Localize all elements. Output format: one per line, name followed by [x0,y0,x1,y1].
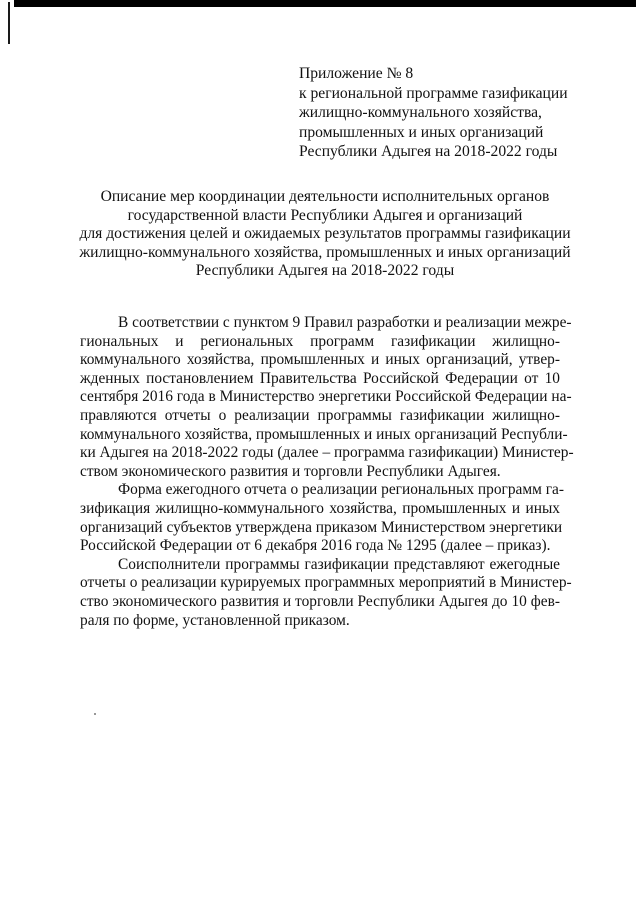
text-line: зификация жилищно-коммунального хозяйства, промышленных и иных [80,499,560,517]
document-title [70,188,580,281]
text-line: правляются отчеты о реализации программы газификации жилищно- [80,406,560,424]
text-line: ки Адыгея на 2018-2022 годы (далее – программа газификации) Министер- [80,444,574,462]
appendix-line: промышленных и иных организаций [299,123,544,141]
paragraph-3 [80,555,572,630]
text-line: сентября 2016 года в Министерство энергетики Российской Федерации на- [80,388,572,406]
text-line: Соисполнители программы газификации представляют ежегодные [118,555,560,573]
text-line: В соответствии с пунктом 9 Правил разработки и реализации межре- [118,314,572,331]
appendix-line: Республики Адыгея на 2018-2022 годы [299,143,558,161]
text-line: отчеты о реализации курируемых программных мероприятий в Министер- [80,574,572,592]
title-line: государственной власти Республики Адыгея и организаций [127,206,523,224]
appendix-line: жилищно-коммунального хозяйства, [299,104,542,122]
title-line: жилищно-коммунального хозяйства, промышленных и иных организаций [79,243,571,261]
text-line: Форма ежегодного отчета о реализации региональных программ га- [118,481,564,499]
paragraph-1 [80,314,574,481]
text-line: Российской Федерации от 6 декабря 2016 года № 1295 (далее – приказ). [80,537,551,555]
document-body [80,314,574,630]
text-line: коммунального хозяйства, промышленных и иных организаций Республи- [80,425,568,443]
text-line: раля по форме, установленной приказом. [80,611,350,629]
appendix-line: к региональной программе газификации [299,84,568,102]
paragraph-2 [80,481,564,555]
title-line: Республики Адыгея на 2018-2022 годы [195,262,455,279]
title-line: для достижения целей и ожидаемых результатов программы газификации [79,225,571,242]
text-line: гиональных и региональных программ газификации жилищно- [80,332,560,350]
appendix-number: Приложение № 8 [299,65,414,82]
text-line: коммунального хозяйства, промышленных и иных организаций, утвер- [80,351,560,369]
scan-top-border [14,0,636,7]
appendix-header [299,64,619,162]
text-line: ством экономического развития и торговли Республики Адыгея. [80,462,501,480]
text-line: жденных постановлением Правительства Российской Федерации от 10 [80,369,560,387]
scan-left-mark [8,2,10,44]
scan-speck [94,713,96,715]
title-line: Описание мер координации деятельности исполнительных органов [100,188,550,205]
text-line: организаций субъектов утверждена приказом Министерством энергетики [80,518,563,536]
text-line: ство экономического развития и торговли Республики Адыгея до 10 фев- [80,592,560,610]
